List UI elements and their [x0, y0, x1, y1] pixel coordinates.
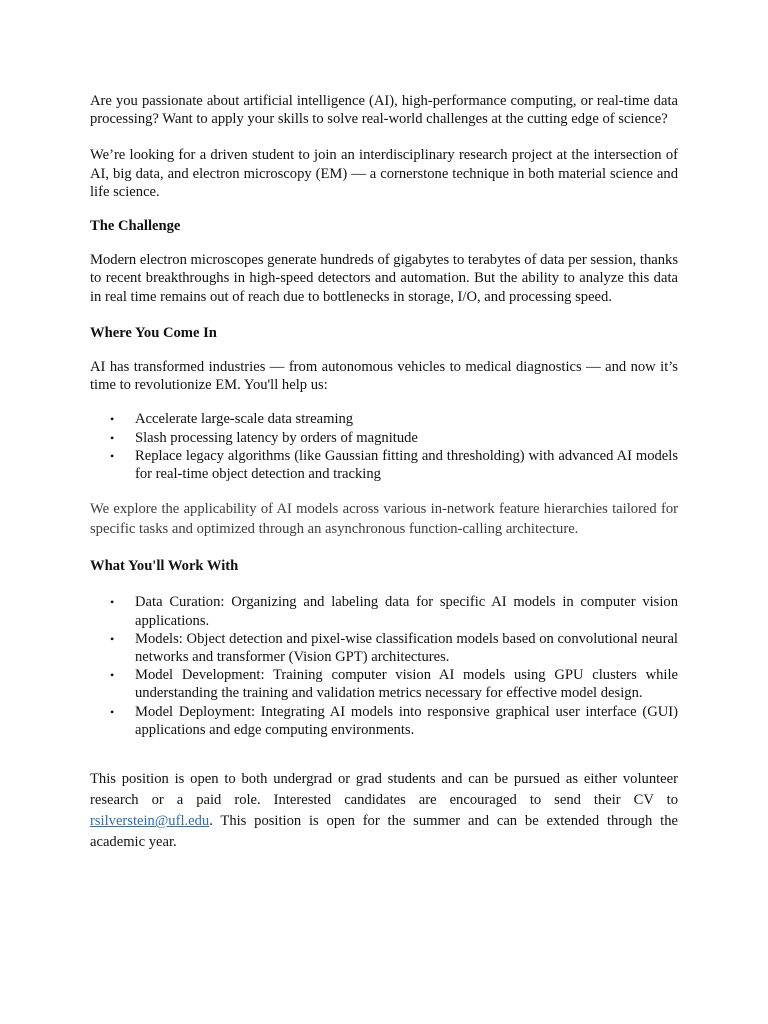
intro-paragraph: Are you passionate about artificial intelligence (AI), high-performance computing, or real-time data processing? Want to apply your skills to solve real-world challenges at the cutting edge of science? — [90, 93, 678, 128]
where-heading: Where You Come In — [90, 324, 217, 341]
list-item-text: Data Curation: Organizing and labeling data for specific AI models in computer vision applications. — [135, 594, 678, 629]
bullet-icon: • — [110, 430, 115, 445]
list-item — [90, 447, 678, 483]
closing-text-start: This position is open to both undergrad or grad students and can be pursued as either volunteer research or a paid role. Interested candidates are encouraged to send their CV to — [90, 771, 678, 809]
list-item — [90, 630, 678, 666]
list-item-text: Models: Object detection and pixel-wise classification models based on convolutional neural networks and transformer (Vision GPT) architectures. — [135, 630, 678, 666]
challenge-paragraph: Modern electron microscopes generate hundreds of gigabytes to terabytes of data per session, thanks to recent breakthroughs in high-speed detectors and automation. But the ability to analyze this data in real time remains out of reach due to bottlenecks in storage, I/O, and processing speed. — [90, 252, 678, 305]
bullet-icon: • — [110, 631, 115, 646]
explore-paragraph: We explore the applicability of AI models across various in-network feature hierarchies tailored for specific tasks and optimized through an asynchronous function-calling architecture. — [90, 501, 678, 538]
bullet-icon: • — [110, 704, 115, 719]
closing-text-end: . This position is open for the summer and can be extended through the academic year. — [90, 813, 678, 851]
closing-paragraph — [90, 769, 678, 853]
list-item — [90, 593, 678, 629]
bullet-icon: • — [110, 448, 115, 463]
list-item — [90, 429, 678, 447]
list-item-text: Replace legacy algorithms (like Gaussian fitting and thresholding) with advanced AI models for real-time object detection and tracking — [135, 447, 678, 483]
email-link[interactable]: rsilverstein@ufl.edu — [90, 813, 210, 830]
list-item — [90, 666, 678, 702]
work-bullet-list — [90, 593, 678, 739]
work-heading: What You'll Work With — [90, 558, 239, 575]
list-item — [90, 703, 678, 739]
bullet-icon: • — [110, 668, 115, 683]
list-item-text: Accelerate large-scale data streaming — [135, 411, 354, 428]
document-page — [90, 92, 678, 853]
list-item-text: Slash processing latency by orders of magnitude — [135, 429, 418, 446]
bullet-icon: • — [110, 412, 115, 427]
list-item-text: Model Development: Training computer vision AI models using GPU clusters while understanding the training and validation metrics necessary for effective model design. — [135, 667, 678, 702]
where-bullet-list — [90, 410, 678, 483]
where-paragraph: AI has transformed industries — from autonomous vehicles to medical diagnostics — and now it’s time to revolutionize EM. You'll help us: — [90, 359, 678, 394]
list-item-text: Model Deployment: Integrating AI models into responsive graphical user interface (GUI) applications and edge computing environments. — [135, 703, 678, 738]
project-paragraph: We’re looking for a driven student to join an interdisciplinary research project at the intersection of AI, big data, and electron microscopy (EM) — a cornerstone technique in both material science and life science. — [90, 147, 678, 200]
bullet-icon: • — [110, 595, 115, 610]
challenge-heading: The Challenge — [90, 218, 181, 235]
list-item — [90, 410, 678, 428]
